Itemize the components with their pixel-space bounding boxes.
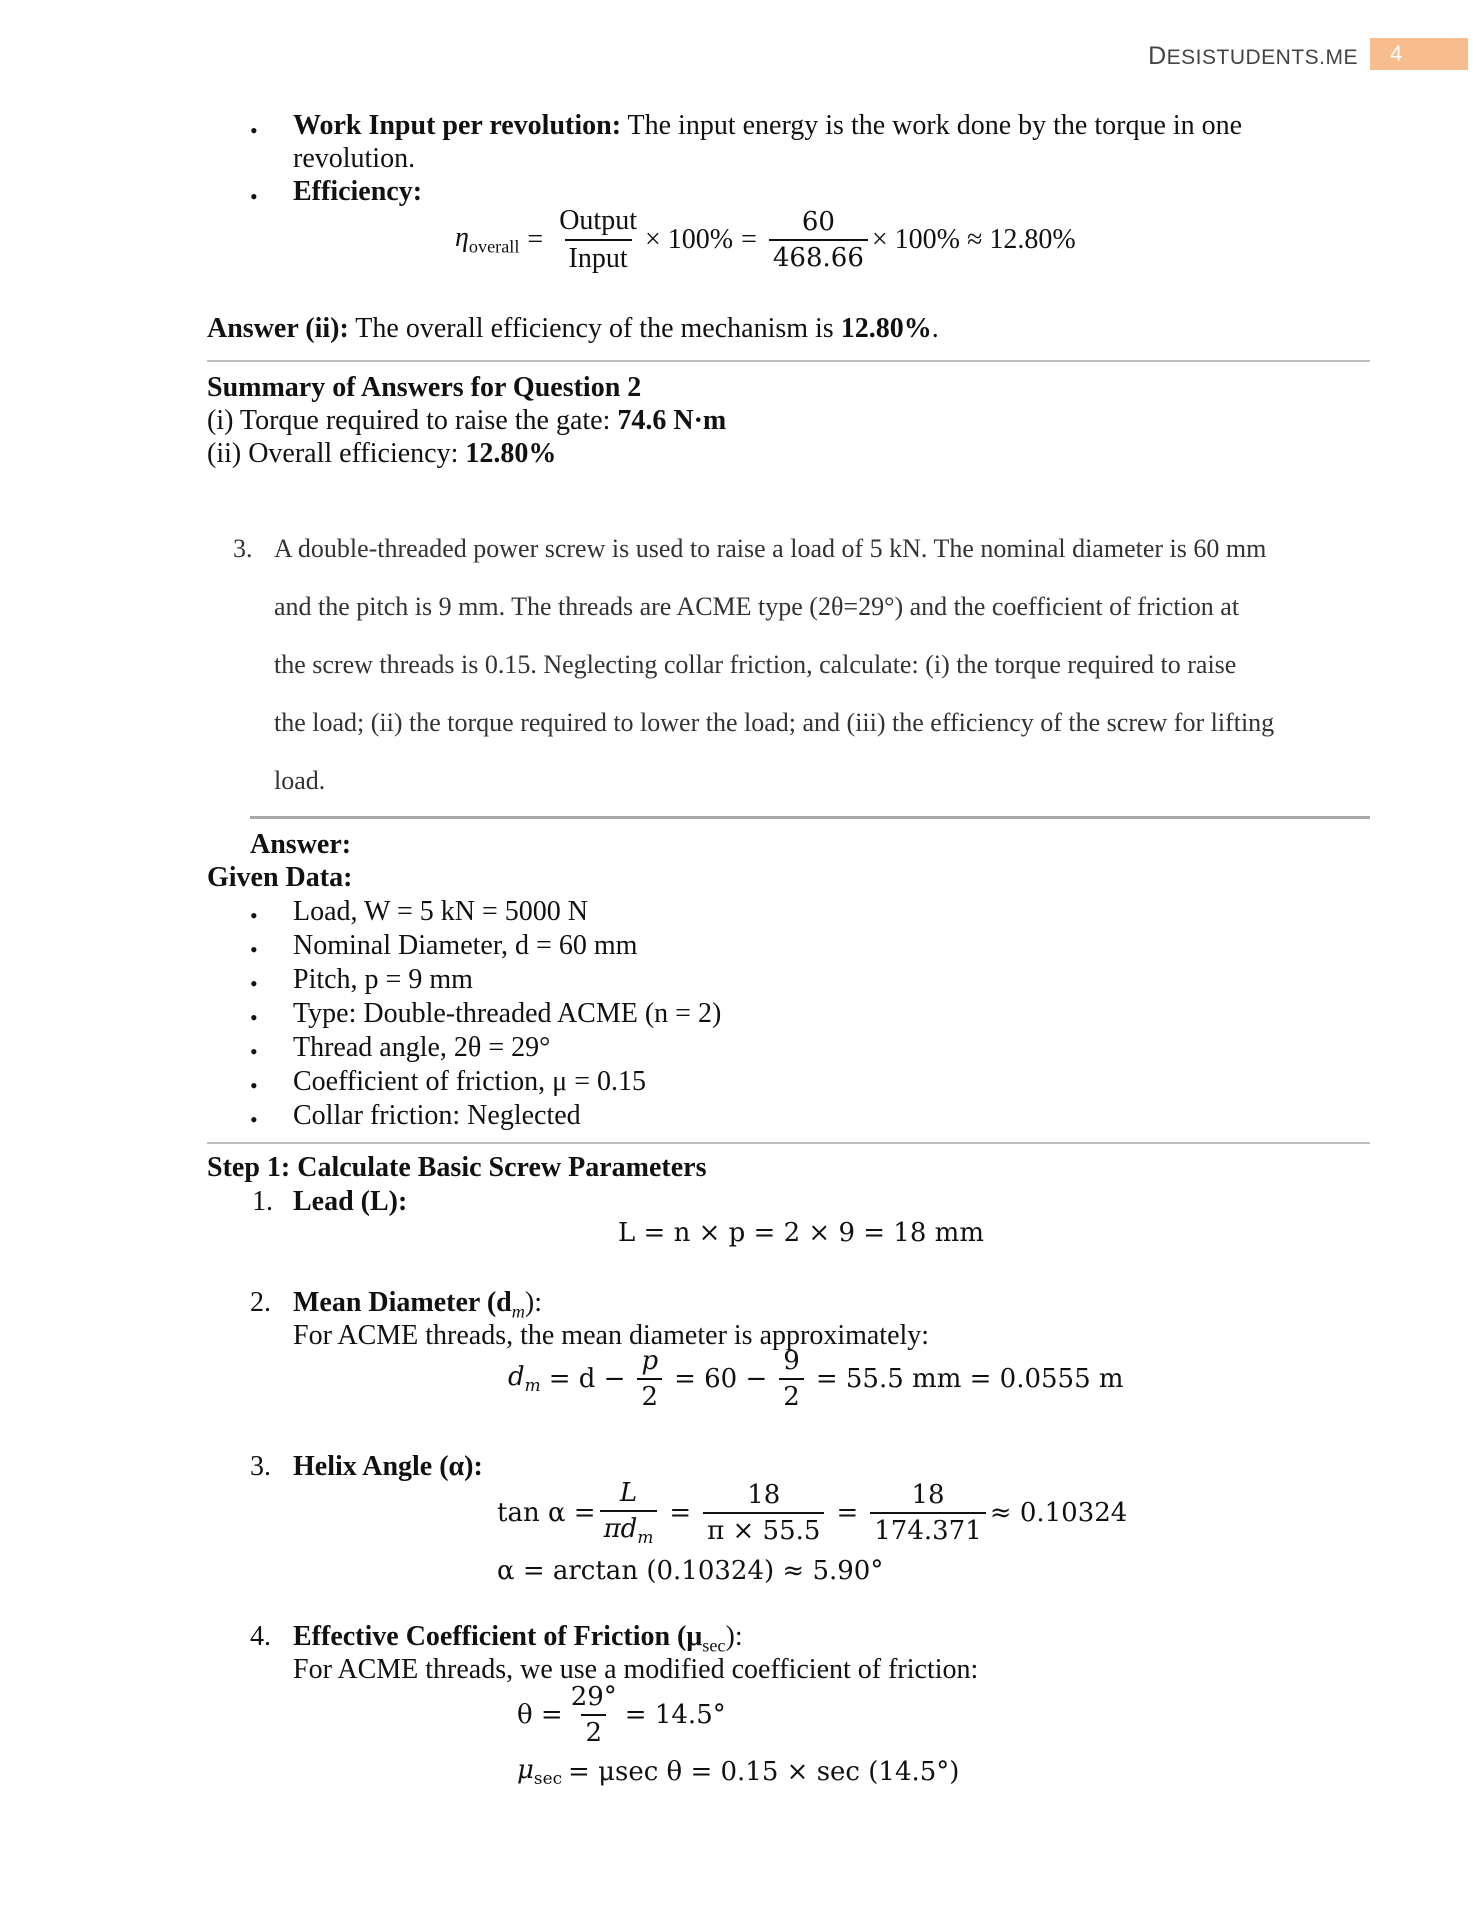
divider [207, 1142, 1370, 1144]
given-title: Given Data: [207, 862, 353, 893]
bullet-icon: • [250, 1107, 258, 1132]
given-item: Coefficient of friction, μ = 0.15 [293, 1066, 646, 1097]
mean-diameter-desc: For ACME threads, the mean diameter is approximately: [293, 1320, 930, 1351]
given-item: Thread angle, 2θ = 29° [293, 1032, 551, 1063]
mean-diameter-label: Mean Diameter $(d_m)$: [293, 1287, 542, 1322]
mu-sec-formula: $\mu_{sec}$ = μsec θ = 0.15 × sec (14.5°) [517, 1755, 960, 1789]
answer-ii: Answer (ii): The overall efficiency of the mechanism is 12.80%. [207, 313, 939, 344]
item-number: 1. [252, 1186, 273, 1217]
helix-arctan: α = arctan (0.10324) ≈ 5.90° [497, 1556, 884, 1586]
bullet-efficiency: Efficiency: [293, 176, 423, 207]
summary-line: (ii) Overall efficiency: 12.80% [207, 438, 557, 469]
item-number: 2. [250, 1287, 271, 1318]
site-name: DESISTUDENTS.ME [1148, 42, 1358, 70]
given-item: Collar friction: Neglected [293, 1100, 581, 1131]
question-line: and the pitch is 9 mm. The threads are ACME type (2θ=29°) and the coefficient of friction at [274, 592, 1240, 621]
given-item: Pitch, p = 9 mm [293, 964, 473, 995]
lead-label: Lead (L): [293, 1186, 408, 1217]
lead-formula: L = n × p = 2 × 9 = 18 mm [618, 1218, 984, 1248]
bullet-icon: • [250, 1005, 258, 1030]
question-line: load. [274, 766, 326, 795]
bullet-icon: • [250, 1073, 258, 1098]
bullet-icon: • [250, 971, 258, 996]
friction-desc: For ACME threads, we use a modified coefficient of friction: [293, 1654, 979, 1685]
bullet-icon: • [250, 1039, 258, 1064]
divider [207, 360, 1370, 362]
mean-diameter-formula: $d_m$ = d − $\frac{p}{2}$ = 60 − $\frac{9}{2}$ = 55.5 mm = 0.0555 m [508, 1346, 1124, 1412]
question-line: the load; (ii) the torque required to lower the load; and (iii) the efficiency of the screw for lifting [274, 708, 1275, 737]
bullet-icon: • [250, 903, 258, 928]
given-item: Type: Double-threaded ACME (n = 2) [293, 998, 722, 1029]
bullet-icon: • [250, 118, 258, 143]
summary-line: (i) Torque required to raise the gate: 74.6 N·m [207, 405, 727, 436]
bullet-work-input: Work Input per revolution: The input energy is the work done by the torque in one [293, 110, 1243, 141]
answer-label: Answer: [250, 829, 352, 860]
page-number-badge: 4 [1370, 38, 1468, 70]
theta-formula: θ = $\frac{29^\circ}{2}$ = 14.5° [517, 1682, 726, 1748]
bullet-icon: • [250, 184, 258, 209]
item-number: 4. [250, 1621, 271, 1652]
efficiency-formula: $\eta_{overall}$ = $\frac{\text{Output}}{\text{Input}}$ × 100% = $\frac{60}{468.66}$ × 100% ≈ 12.80% [455, 205, 1076, 274]
question-number: 3. [233, 534, 253, 563]
friction-label: Effective Coefficient of Friction $(\mu_{sec})$: [293, 1621, 743, 1656]
given-item: Load, W = 5 kN = 5000 N [293, 896, 588, 927]
question-line: the screw threads is 0.15. Neglecting collar friction, calculate: (i) the torque required to raise [274, 650, 1237, 679]
divider [250, 816, 1370, 819]
item-number: 3. [250, 1451, 271, 1482]
step1-title: Step 1: Calculate Basic Screw Parameters [207, 1152, 707, 1183]
helix-formula: tan α = $\frac{L}{\pi d_m}$ = $\frac{18}{\pi \times 55.5}$ = $\frac{18}{174.371}$ ≈ 0.10324 [497, 1478, 1128, 1548]
summary-title: Summary of Answers for Question 2 [207, 372, 642, 403]
bullet-icon: • [250, 937, 258, 962]
helix-label: Helix Angle (α): [293, 1451, 483, 1482]
given-item: Nominal Diameter, d = 60 mm [293, 930, 638, 961]
bullet-work-input-cont: revolution. [293, 143, 416, 174]
question-line: A double-threaded power screw is used to raise a load of 5 kN. The nominal diameter is 60 mm [274, 534, 1267, 563]
